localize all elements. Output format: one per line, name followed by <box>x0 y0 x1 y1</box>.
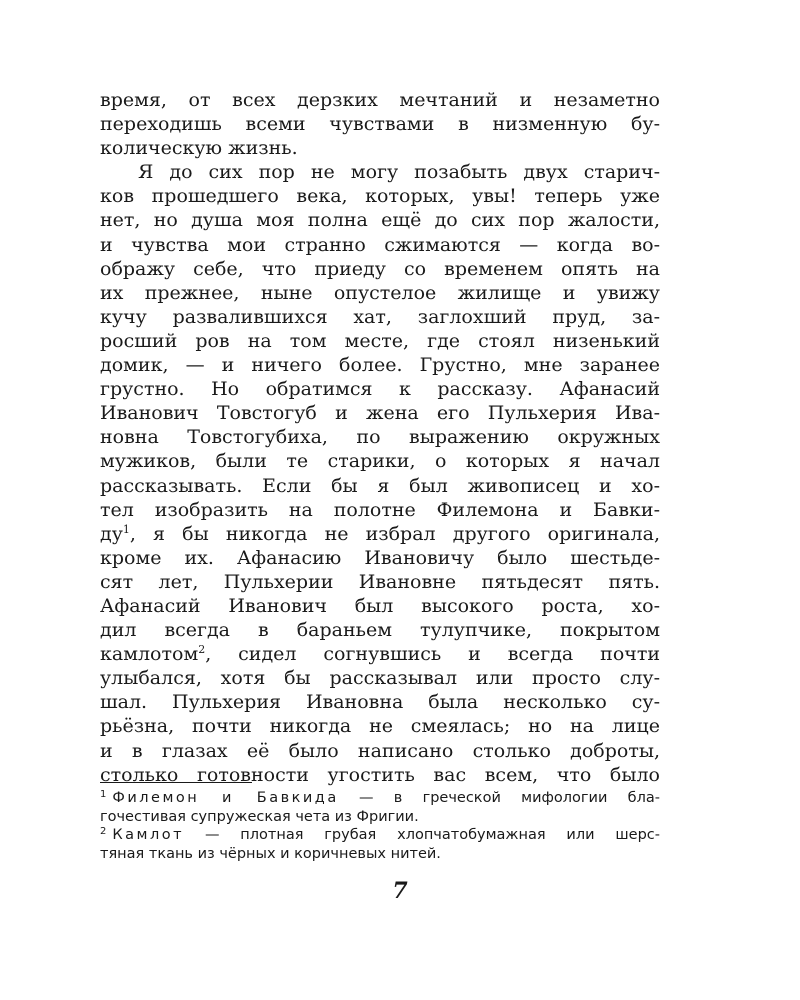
text-line: домик, — и ничего более. Грустно, мне заранее <box>100 354 660 377</box>
footnote-term: Камлот <box>112 827 185 843</box>
text-line: рьёзна, почти никогда не смеялась; но на лице <box>100 715 660 738</box>
footnote-2-continuation: тяная ткань из чёрных и коричневых нитей. <box>100 845 441 862</box>
footnote-number: 2 <box>100 826 107 837</box>
footnote-number: 1 <box>100 789 107 800</box>
text-line: тел изобразить на полотне Филемона и Бавки- <box>100 498 660 521</box>
footnote-ref-2[interactable]: 2 <box>198 643 206 657</box>
text-line: новна Товстогубиха, по выражению окружных <box>100 426 660 449</box>
text-line <box>100 522 660 546</box>
text-fragment: ду <box>100 522 123 545</box>
text-fragment: камлотом <box>100 643 199 666</box>
text-fragment: , сидел согнувшись и всегда почти <box>205 643 660 666</box>
footnote-text: — плотная грубая хлопчатобумажная или шерс- <box>184 827 660 843</box>
footnote-ref-1[interactable]: 1 <box>122 522 130 536</box>
footnote-2 <box>100 826 660 845</box>
text-line: грустно. Но обратимся к рассказу. Афанасий <box>100 378 660 401</box>
text-line: столько готовности угостить вас всем, что было <box>100 763 660 786</box>
text-line <box>100 642 660 666</box>
text-line: и в глазах её было написано столько доброты, <box>100 739 660 762</box>
page-number: 7 <box>392 878 408 904</box>
text-line: Я до сих пор не могу позабыть двух старич- <box>138 161 660 184</box>
text-line: и чувства мои странно сжимаются — когда во- <box>100 233 660 256</box>
footnote-1 <box>100 789 660 808</box>
text-line: переходишь всеми чувствами в низменную бу- <box>100 113 660 136</box>
text-line: нет, но душа моя полна ещё до сих пор жалости, <box>100 209 660 232</box>
text-line: росший ров на том месте, где стоял низенький <box>100 329 660 352</box>
footnote-1-continuation: гочестивая супружеская чета из Фригии. <box>100 808 419 825</box>
text-line: ков прошедшего века, которых, увы! теперь уже <box>100 185 660 208</box>
book-page <box>100 88 660 787</box>
text-line: Афанасий Иванович был высокого роста, хо- <box>100 594 660 617</box>
text-fragment: , я бы никогда не избрал другого оригинала, <box>129 522 660 545</box>
text-line: рассказывать. Если бы я был живописец и хо- <box>100 474 660 497</box>
text-line: Иванович Товстогуб и жена его Пульхерия Ива- <box>100 402 660 425</box>
footnotes <box>100 789 660 863</box>
text-line: кроме их. Афанасию Ивановичу было шестьде- <box>100 546 660 569</box>
text-line: ображу себе, что приеду со временем опять на <box>100 257 660 280</box>
footnote-divider <box>100 782 252 783</box>
text-line: мужиков, были те старики, о которых я начал <box>100 450 660 473</box>
text-line: шал. Пульхерия Ивановна была несколько су- <box>100 691 660 714</box>
footnote-text: — в греческой мифологии бла- <box>338 790 660 806</box>
text-line: сят лет, Пульхерии Ивановне пятьдесят пять. <box>100 570 660 593</box>
text-line: их прежнее, ныне опустелое жилище и увижу <box>100 281 660 304</box>
footnote-term: Филемон и Бавкида <box>112 790 339 806</box>
main-text <box>100 88 660 787</box>
text-line: колическую жизнь. <box>100 137 298 160</box>
text-line: дил всегда в бараньем тулупчике, покрытом <box>100 619 660 642</box>
text-line: улыбался, хотя бы рассказывал или просто слу- <box>100 667 660 690</box>
text-line: время, от всех дерзких мечтаний и незаметно <box>100 89 660 111</box>
text-line: кучу развалившихся хат, заглохший пруд, за- <box>100 305 660 328</box>
